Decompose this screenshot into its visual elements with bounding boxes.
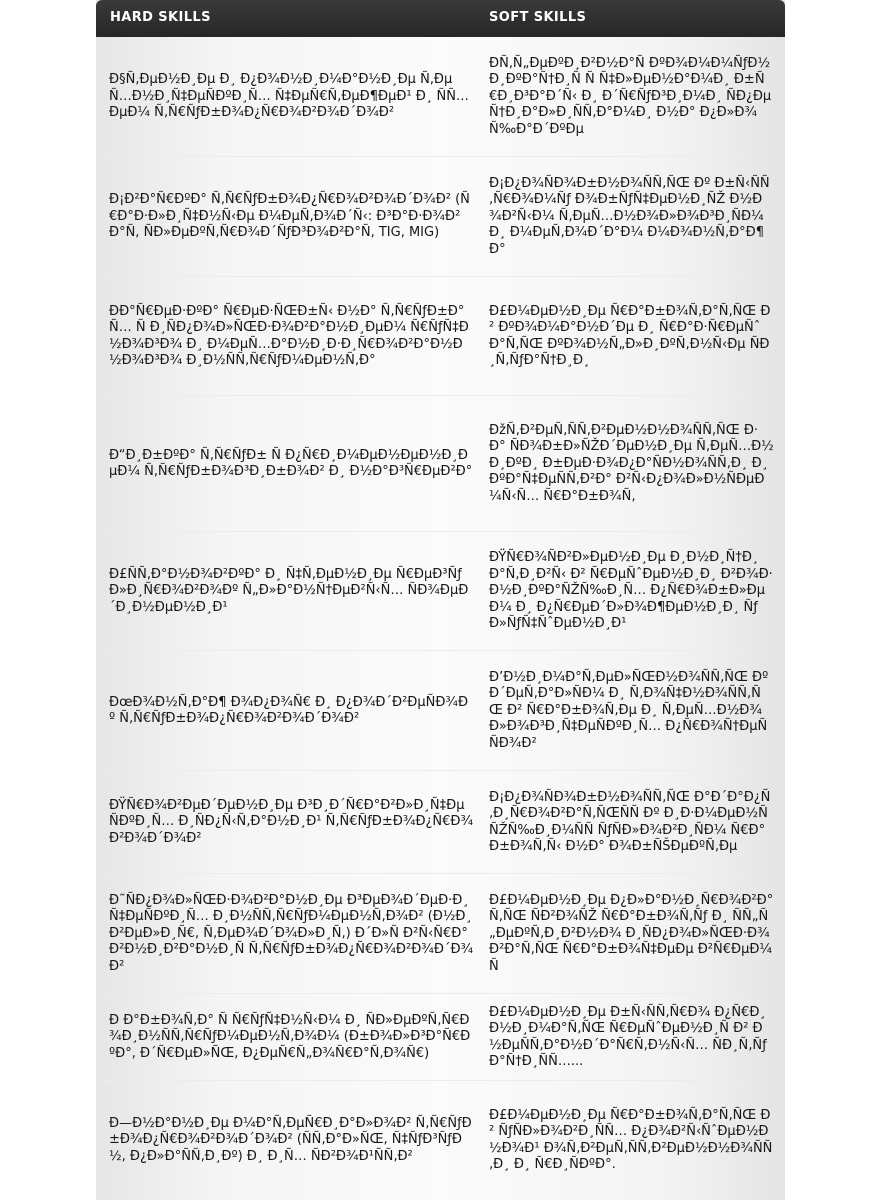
hard-skill-cell [109,874,474,994]
table-row [96,771,785,874]
hard-skill-cell [109,277,474,396]
table-row [96,396,785,532]
hard-skill-cell [109,651,474,771]
soft-skill-text: Ð£Ð¼ÐµÐ½Ð¸Ðµ Ñ€Ð°Ð±Ð¾Ñ‚Ð°Ñ‚ÑŒ Ð² ÐºÐ¾Ð¼Ð°Ð½Ð´Ðµ Ð¸ Ñ€Ð°Ð·Ñ€ÐµÑˆÐ°Ñ‚ÑŒ ÐºÐ¾Ð½Ñ„Ð»Ð¸ÐºÑ‚Ð½Ñ‹Ðµ ÑÐ¸Ñ‚ÑƒÐ°Ñ†Ð¸Ð¸ [489,303,771,368]
table-header [96,0,785,37]
table-row [96,874,785,994]
hard-skill-cell [109,1081,474,1200]
soft-skill-text: Ð£Ð¼ÐµÐ½Ð¸Ðµ Ñ€Ð°Ð±Ð¾Ñ‚Ð°Ñ‚ÑŒ Ð² ÑƒÑÐ»Ð¾Ð²Ð¸ÑÑ… Ð¿Ð¾Ð²Ñ‹ÑˆÐµÐ½Ð½Ð¾Ð¹ Ð¾Ñ‚Ð²ÐµÑ‚ÑÑ‚Ð²ÐµÐ½Ð½Ð¾ÑÑ‚Ð¸ Ð¸ Ñ€Ð¸ÑÐºÐ°. [489,1107,773,1172]
hard-skill-text: Ð¡Ð²Ð°Ñ€ÐºÐ° Ñ‚Ñ€ÑƒÐ±Ð¾Ð¿Ñ€Ð¾Ð²Ð¾Ð´Ð¾Ð² (Ñ€Ð°Ð·Ð»Ð¸Ñ‡Ð½Ñ‹Ðµ Ð¼ÐµÑ‚Ð¾Ð´Ñ‹: Ð³Ð°Ð·Ð¾Ð²Ð°Ñ, ÑÐ»ÐµÐºÑ‚Ñ€Ð¾Ð´ÑƒÐ³Ð¾Ð²Ð°Ñ, TIG, MIG) [109,192,470,241]
soft-skills-heading: SOFT SKILLS [489,10,587,25]
hard-skill-cell [109,771,474,874]
soft-skill-cell [489,532,774,651]
hard-skill-text: Ð˜ÑÐ¿Ð¾Ð»ÑŒÐ·Ð¾Ð²Ð°Ð½Ð¸Ðµ Ð³ÐµÐ¾Ð´ÐµÐ·Ð¸Ñ‡ÐµÑÐºÐ¸Ñ… Ð¸Ð½ÑÑ‚Ñ€ÑƒÐ¼ÐµÐ½Ñ‚Ð¾Ð² (Ð½Ð¸Ð²ÐµÐ»Ð¸Ñ€, Ñ‚ÐµÐ¾Ð´Ð¾Ð»Ð¸Ñ‚) Ð´Ð»Ñ Ð²Ñ‹Ñ€Ð°Ð²Ð½Ð¸Ð²Ð°Ð½Ð¸Ñ Ñ‚Ñ€ÑƒÐ±Ð¾Ð¿Ñ€Ð¾Ð²Ð¾Ð´Ð¾Ð² [109,892,474,974]
soft-skill-text: ÐžÑ‚Ð²ÐµÑ‚ÑÑ‚Ð²ÐµÐ½Ð½Ð¾ÑÑ‚ÑŒ Ð·Ð° ÑÐ¾Ð±Ð»ÑŽÐ´ÐµÐ½Ð¸Ðµ Ñ‚ÐµÑ…Ð½Ð¸ÐºÐ¸ Ð±ÐµÐ·Ð¾Ð¿Ð°ÑÐ½Ð¾ÑÑ‚Ð¸ Ð¸ ÐºÐ°Ñ‡ÐµÑÑ‚Ð²Ð° Ð²Ñ‹Ð¿Ð¾Ð»Ð½ÑÐµÐ¼Ñ‹Ñ… Ñ€Ð°Ð±Ð¾Ñ‚ [489,422,774,504]
soft-skill-text: ÐÑ‚Ñ„ÐµÐºÐ¸Ð²Ð½Ð°Ñ ÐºÐ¾Ð¼Ð¼ÑƒÐ½Ð¸ÐºÐ°Ñ†Ð¸Ñ Ñ Ñ‡Ð»ÐµÐ½Ð°Ð¼Ð¸ Ð±Ñ€Ð¸Ð³Ð°Ð´Ñ‹ Ð¸ Ð´Ñ€ÑƒÐ³Ð¸Ð¼Ð¸ ÑÐ¿ÐµÑ†Ð¸Ð°Ð»Ð¸ÑÑ‚Ð°Ð¼Ð¸ Ð½Ð° Ð¿Ð»Ð¾Ñ‰Ð°Ð´ÐºÐµ [489,55,772,137]
hard-skill-text: Ð Ð°Ð±Ð¾Ñ‚Ð° Ñ Ñ€ÑƒÑ‡Ð½Ñ‹Ð¼ Ð¸ ÑÐ»ÐµÐºÑ‚Ñ€Ð¾Ð¸Ð½ÑÑ‚Ñ€ÑƒÐ¼ÐµÐ½Ñ‚Ð¾Ð¼ (Ð±Ð¾Ð»Ð³Ð°Ñ€ÐºÐ°, Ð´Ñ€ÐµÐ»ÑŒ, Ð¿ÐµÑ€Ñ„Ð¾Ñ€Ð°Ñ‚Ð¾Ñ€) [109,1012,471,1061]
soft-skill-cell [489,157,774,277]
hard-skill-text: Ð“Ð¸Ð±ÐºÐ° Ñ‚Ñ€ÑƒÐ± Ñ Ð¿Ñ€Ð¸Ð¼ÐµÐ½ÐµÐ½Ð¸ÐµÐ¼ Ñ‚Ñ€ÑƒÐ±Ð¾Ð³Ð¸Ð±Ð¾Ð² Ð¸ Ð½Ð°Ð³Ñ€ÐµÐ²Ð° [109,447,473,479]
soft-skill-text: Ð¡Ð¿Ð¾ÑÐ¾Ð±Ð½Ð¾ÑÑ‚ÑŒ Ðº Ð±Ñ‹ÑÑ‚Ñ€Ð¾Ð¼Ñƒ Ð¾Ð±ÑƒÑ‡ÐµÐ½Ð¸ÑŽ Ð½Ð¾Ð²Ñ‹Ð¼ Ñ‚ÐµÑ…Ð½Ð¾Ð»Ð¾Ð³Ð¸ÑÐ¼ Ð¸ Ð¼ÐµÑ‚Ð¾Ð´Ð°Ð¼ Ð¼Ð¾Ð½Ñ‚Ð°Ð¶Ð° [489,175,770,257]
hard-skill-cell [109,994,474,1081]
hard-skill-text: Ð£ÑÑ‚Ð°Ð½Ð¾Ð²ÐºÐ° Ð¸ Ñ‡Ñ‚ÐµÐ½Ð¸Ðµ Ñ€ÐµÐ³ÑƒÐ»Ð¸Ñ€Ð¾Ð²Ð¾Ðº Ñ„Ð»Ð°Ð½Ñ†ÐµÐ²Ñ‹Ñ… ÑÐ¾ÐµÐ´Ð¸Ð½ÐµÐ½Ð¸Ð¹ [109,566,469,615]
hard-skill-text: Ð—Ð½Ð°Ð½Ð¸Ðµ Ð¼Ð°Ñ‚ÐµÑ€Ð¸Ð°Ð»Ð¾Ð² Ñ‚Ñ€ÑƒÐ±Ð¾Ð¿Ñ€Ð¾Ð²Ð¾Ð´Ð¾Ð² (ÑÑ‚Ð°Ð»ÑŒ, Ñ‡ÑƒÐ³ÑƒÐ½, Ð¿Ð»Ð°ÑÑ‚Ð¸Ðº) Ð¸ Ð¸Ñ… ÑÐ²Ð¾Ð¹ÑÑ‚Ð² [109,1115,472,1164]
skills-table [96,0,785,1200]
soft-skill-text: Ð£Ð¼ÐµÐ½Ð¸Ðµ Ð±Ñ‹ÑÑ‚Ñ€Ð¾ Ð¿Ñ€Ð¸Ð½Ð¸Ð¼Ð°Ñ‚ÑŒ Ñ€ÐµÑˆÐµÐ½Ð¸Ñ Ð² Ð½ÐµÑÑ‚Ð°Ð½Ð´Ð°Ñ€Ñ‚Ð½Ñ‹Ñ… ÑÐ¸Ñ‚ÑƒÐ°Ñ†Ð¸ÑÑ…... [489,1004,767,1069]
soft-skill-cell [489,1081,774,1200]
soft-skill-cell [489,994,774,1081]
table-row [96,994,785,1081]
hard-skill-cell [109,532,474,651]
hard-skill-cell [109,396,474,532]
table-row [96,277,785,396]
hard-skill-text: ÐŸÑ€Ð¾Ð²ÐµÐ´ÐµÐ½Ð¸Ðµ Ð³Ð¸Ð´Ñ€Ð°Ð²Ð»Ð¸Ñ‡ÐµÑÐºÐ¸Ñ… Ð¸ÑÐ¿Ñ‹Ñ‚Ð°Ð½Ð¸Ð¹ Ñ‚Ñ€ÑƒÐ±Ð¾Ð¿Ñ€Ð¾Ð²Ð¾Ð´Ð¾Ð² [109,797,474,846]
table-row [96,532,785,651]
table-row [96,157,785,277]
hard-skill-text: ÐœÐ¾Ð½Ñ‚Ð°Ð¶ Ð¾Ð¿Ð¾Ñ€ Ð¸ Ð¿Ð¾Ð´Ð²ÐµÑÐ¾Ðº Ñ‚Ñ€ÑƒÐ±Ð¾Ð¿Ñ€Ð¾Ð²Ð¾Ð´Ð¾Ð² [109,694,469,726]
soft-skill-cell [489,771,774,874]
table-row [96,1081,785,1200]
hard-skill-cell [109,157,474,277]
soft-skill-text: Ð£Ð¼ÐµÐ½Ð¸Ðµ Ð¿Ð»Ð°Ð½Ð¸Ñ€Ð¾Ð²Ð°Ñ‚ÑŒ ÑÐ²Ð¾ÑŽ Ñ€Ð°Ð±Ð¾Ñ‚Ñƒ Ð¸ ÑÑ„Ñ„ÐµÐºÑ‚Ð¸Ð²Ð½Ð¾ Ð¸ÑÐ¿Ð¾Ð»ÑŒÐ·Ð¾Ð²Ð°Ñ‚ÑŒ Ñ€Ð°Ð±Ð¾Ñ‡ÐµÐµ Ð²Ñ€ÐµÐ¼Ñ [489,892,774,974]
hard-skill-text: Ð§Ñ‚ÐµÐ½Ð¸Ðµ Ð¸ Ð¿Ð¾Ð½Ð¸Ð¼Ð°Ð½Ð¸Ðµ Ñ‚ÐµÑ…Ð½Ð¸Ñ‡ÐµÑÐºÐ¸Ñ… Ñ‡ÐµÑ€Ñ‚ÐµÐ¶ÐµÐ¹ Ð¸ ÑÑ…ÐµÐ¼ Ñ‚Ñ€ÑƒÐ±Ð¾Ð¿Ñ€Ð¾Ð²Ð¾Ð´Ð¾Ð² [109,72,469,121]
soft-skill-cell [489,37,774,157]
soft-skill-text: Ð’Ð½Ð¸Ð¼Ð°Ñ‚ÐµÐ»ÑŒÐ½Ð¾ÑÑ‚ÑŒ Ðº Ð´ÐµÑ‚Ð°Ð»ÑÐ¼ Ð¸ Ñ‚Ð¾Ñ‡Ð½Ð¾ÑÑ‚ÑŒ Ð² Ñ€Ð°Ð±Ð¾Ñ‚Ðµ Ð¸ Ñ‚ÐµÑ…Ð½Ð¾Ð»Ð¾Ð³Ð¸Ñ‡ÐµÑÐºÐ¸Ñ… Ð¿Ñ€Ð¾Ñ†ÐµÑÑÐ¾Ð² [489,669,769,751]
table-row [96,37,785,157]
soft-skill-cell [489,396,774,532]
hard-skills-heading: HARD SKILLS [110,10,211,25]
soft-skill-text: ÐŸÑ€Ð¾ÑÐ²Ð»ÐµÐ½Ð¸Ðµ Ð¸Ð½Ð¸Ñ†Ð¸Ð°Ñ‚Ð¸Ð²Ñ‹ Ð² Ñ€ÐµÑˆÐµÐ½Ð¸Ð¸ Ð²Ð¾Ð·Ð½Ð¸ÐºÐ°ÑŽÑ‰Ð¸Ñ… Ð¿Ñ€Ð¾Ð±Ð»ÐµÐ¼ Ð¸ Ð¿Ñ€ÐµÐ´Ð»Ð¾Ð¶ÐµÐ½Ð¸Ð¸ ÑƒÐ»ÑƒÑ‡ÑˆÐµÐ½Ð¸Ð¹ [489,550,773,632]
hard-skill-text: ÐÐ°Ñ€ÐµÐ·ÐºÐ° Ñ€ÐµÐ·ÑŒÐ±Ñ‹ Ð½Ð° Ñ‚Ñ€ÑƒÐ±Ð°Ñ… Ñ Ð¸ÑÐ¿Ð¾Ð»ÑŒÐ·Ð¾Ð²Ð°Ð½Ð¸ÐµÐ¼ Ñ€ÑƒÑ‡Ð½Ð¾Ð³Ð¾ Ð¸ Ð¼ÐµÑ…Ð°Ð½Ð¸Ð·Ð¸Ñ€Ð¾Ð²Ð°Ð½Ð½Ð¾Ð³Ð¾ Ð¸Ð½ÑÑ‚Ñ€ÑƒÐ¼ÐµÐ½Ñ‚Ð° [109,303,469,368]
soft-skill-cell [489,651,774,771]
soft-skill-cell [489,874,774,994]
hard-skill-cell [109,37,474,157]
table-row [96,651,785,771]
soft-skill-text: Ð¡Ð¿Ð¾ÑÐ¾Ð±Ð½Ð¾ÑÑ‚ÑŒ Ð°Ð´Ð°Ð¿Ñ‚Ð¸Ñ€Ð¾Ð²Ð°Ñ‚ÑŒÑÑ Ðº Ð¸Ð·Ð¼ÐµÐ½ÑÑŽÑ‰Ð¸Ð¼ÑÑ ÑƒÑÐ»Ð¾Ð²Ð¸ÑÐ¼ Ñ€Ð°Ð±Ð¾Ñ‚Ñ‹ Ð½Ð° Ð¾Ð±ÑŠÐµÐºÑ‚Ðµ [489,789,771,854]
soft-skill-cell [489,277,774,396]
